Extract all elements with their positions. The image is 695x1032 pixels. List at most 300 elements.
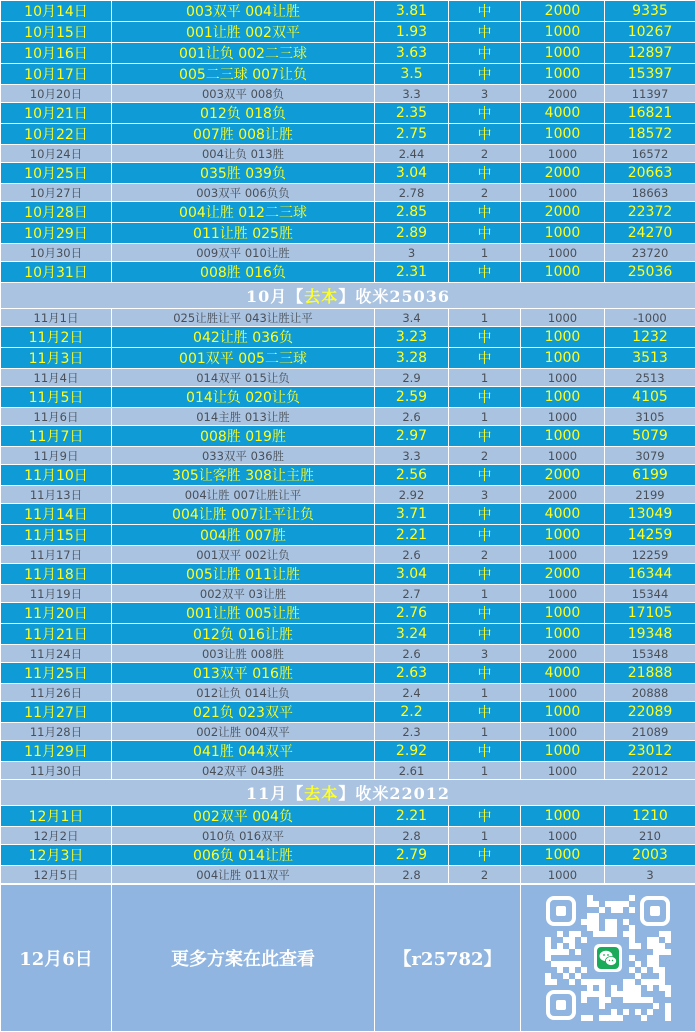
row-date: 11月30日 xyxy=(1,762,112,780)
row-odds: 2.3 xyxy=(375,723,449,741)
row-total: 16821 xyxy=(605,103,695,124)
table-row xyxy=(1,85,695,103)
row-total: 5079 xyxy=(605,426,695,447)
month-summary xyxy=(1,283,695,309)
row-stake: 1000 xyxy=(521,702,605,723)
row-total: 15348 xyxy=(605,645,695,663)
table-row xyxy=(1,546,695,564)
row-picks: 021负 023双平 xyxy=(112,702,375,723)
qr-code-cell[interactable] xyxy=(521,885,695,1032)
row-total: 2513 xyxy=(605,369,695,387)
row-date: 11月21日 xyxy=(1,624,112,645)
row-total: 22012 xyxy=(605,762,695,780)
table-row xyxy=(1,309,695,327)
footer-bar xyxy=(0,884,695,1032)
row-stake: 1000 xyxy=(521,244,605,262)
table-row xyxy=(1,202,695,223)
row-result: 中 xyxy=(449,327,521,348)
row-picks: 013双平 016胜 xyxy=(112,663,375,684)
row-total: 9335 xyxy=(605,1,695,22)
row-result: 中 xyxy=(449,426,521,447)
row-stake: 4000 xyxy=(521,504,605,525)
row-result: 3 xyxy=(449,85,521,103)
row-picks: 005二三球 007让负 xyxy=(112,64,375,85)
table-row xyxy=(1,43,695,64)
row-stake: 1000 xyxy=(521,762,605,780)
table-row xyxy=(1,525,695,546)
table-row xyxy=(1,223,695,244)
row-result: 中 xyxy=(449,845,521,866)
row-date: 12月3日 xyxy=(1,845,112,866)
month-summary-row xyxy=(1,780,695,806)
row-total: 22372 xyxy=(605,202,695,223)
row-odds: 3.04 xyxy=(375,564,449,585)
row-result: 中 xyxy=(449,43,521,64)
row-total: 18572 xyxy=(605,124,695,145)
row-result: 1 xyxy=(449,684,521,702)
row-stake: 1000 xyxy=(521,585,605,603)
row-result: 中 xyxy=(449,163,521,184)
footer-cta[interactable]: 更多方案在此查看 xyxy=(112,885,375,1032)
row-picks: 006负 014让胜 xyxy=(112,845,375,866)
row-odds: 1.93 xyxy=(375,22,449,43)
row-stake: 1000 xyxy=(521,348,605,369)
row-total: 3 xyxy=(605,866,695,884)
row-total: 23012 xyxy=(605,741,695,762)
row-total: 13049 xyxy=(605,504,695,525)
table-row xyxy=(1,426,695,447)
row-picks: 007胜 008让胜 xyxy=(112,124,375,145)
row-total: 4105 xyxy=(605,387,695,408)
row-result: 1 xyxy=(449,309,521,327)
row-odds: 3.04 xyxy=(375,163,449,184)
row-total: 17105 xyxy=(605,603,695,624)
row-odds: 2.89 xyxy=(375,223,449,244)
row-total: 25036 xyxy=(605,262,695,283)
footer-code: 【r25782】 xyxy=(375,885,521,1032)
table-row xyxy=(1,645,695,663)
row-date: 12月2日 xyxy=(1,827,112,845)
row-picks: 305让客胜 308让主胜 xyxy=(112,465,375,486)
row-odds: 2.92 xyxy=(375,741,449,762)
row-date: 11月14日 xyxy=(1,504,112,525)
row-date: 12月5日 xyxy=(1,866,112,884)
row-total: 16572 xyxy=(605,145,695,163)
row-date: 12月1日 xyxy=(1,806,112,827)
table-row xyxy=(1,244,695,262)
row-picks: 033双平 036胜 xyxy=(112,447,375,465)
row-picks: 014让负 020让负 xyxy=(112,387,375,408)
row-odds: 3.71 xyxy=(375,504,449,525)
row-picks: 001让胜 005让胜 xyxy=(112,603,375,624)
row-stake: 2000 xyxy=(521,202,605,223)
month-summary xyxy=(1,780,695,806)
row-date: 10月31日 xyxy=(1,262,112,283)
row-result: 中 xyxy=(449,223,521,244)
row-total: 24270 xyxy=(605,223,695,244)
table-row xyxy=(1,348,695,369)
row-odds: 3 xyxy=(375,244,449,262)
row-result: 中 xyxy=(449,1,521,22)
row-picks: 035胜 039负 xyxy=(112,163,375,184)
row-date: 11月19日 xyxy=(1,585,112,603)
row-date: 10月17日 xyxy=(1,64,112,85)
row-picks: 011让胜 025胜 xyxy=(112,223,375,244)
table-row xyxy=(1,702,695,723)
table-row xyxy=(1,723,695,741)
row-odds: 2.79 xyxy=(375,845,449,866)
row-total: 3079 xyxy=(605,447,695,465)
row-date: 11月1日 xyxy=(1,309,112,327)
row-picks: 014双平 015让负 xyxy=(112,369,375,387)
summary-post: 】收米25036 xyxy=(338,287,450,306)
row-date: 11月7日 xyxy=(1,426,112,447)
row-date: 11月24日 xyxy=(1,645,112,663)
row-result: 1 xyxy=(449,369,521,387)
qr-code[interactable] xyxy=(545,895,671,1021)
row-stake: 1000 xyxy=(521,845,605,866)
row-odds: 2.6 xyxy=(375,546,449,564)
row-result: 中 xyxy=(449,504,521,525)
row-stake: 1000 xyxy=(521,22,605,43)
row-odds: 2.9 xyxy=(375,369,449,387)
row-result: 中 xyxy=(449,348,521,369)
row-result: 2 xyxy=(449,447,521,465)
row-result: 中 xyxy=(449,64,521,85)
row-date: 10月27日 xyxy=(1,184,112,202)
row-picks: 004胜 007胜 xyxy=(112,525,375,546)
row-stake: 1000 xyxy=(521,624,605,645)
row-odds: 2.85 xyxy=(375,202,449,223)
row-total: 11397 xyxy=(605,85,695,103)
row-date: 10月21日 xyxy=(1,103,112,124)
row-picks: 008胜 016负 xyxy=(112,262,375,283)
row-date: 10月20日 xyxy=(1,85,112,103)
row-odds: 2.63 xyxy=(375,663,449,684)
row-odds: 2.92 xyxy=(375,486,449,504)
row-stake: 1000 xyxy=(521,684,605,702)
row-date: 10月28日 xyxy=(1,202,112,223)
row-odds: 3.5 xyxy=(375,64,449,85)
table-row xyxy=(1,585,695,603)
row-picks: 008胜 019胜 xyxy=(112,426,375,447)
table-row xyxy=(1,866,695,884)
row-result: 中 xyxy=(449,103,521,124)
row-total: 210 xyxy=(605,827,695,845)
row-odds: 2.21 xyxy=(375,525,449,546)
row-picks: 010负 016双平 xyxy=(112,827,375,845)
row-date: 11月25日 xyxy=(1,663,112,684)
row-result: 中 xyxy=(449,564,521,585)
row-total: 18663 xyxy=(605,184,695,202)
row-result: 中 xyxy=(449,624,521,645)
row-date: 10月15日 xyxy=(1,22,112,43)
row-date: 11月4日 xyxy=(1,369,112,387)
row-result: 中 xyxy=(449,741,521,762)
row-date: 11月29日 xyxy=(1,741,112,762)
row-total: 14259 xyxy=(605,525,695,546)
row-stake: 1000 xyxy=(521,184,605,202)
summary-accent: 去本 xyxy=(304,784,338,803)
row-date: 11月10日 xyxy=(1,465,112,486)
row-result: 1 xyxy=(449,244,521,262)
table-row xyxy=(1,827,695,845)
row-odds: 2.78 xyxy=(375,184,449,202)
row-result: 中 xyxy=(449,603,521,624)
row-odds: 2.6 xyxy=(375,408,449,426)
row-stake: 1000 xyxy=(521,741,605,762)
row-odds: 3.4 xyxy=(375,309,449,327)
row-total: 20888 xyxy=(605,684,695,702)
row-date: 11月20日 xyxy=(1,603,112,624)
table-row xyxy=(1,624,695,645)
row-total: 3513 xyxy=(605,348,695,369)
row-total: 2003 xyxy=(605,845,695,866)
row-stake: 4000 xyxy=(521,103,605,124)
row-odds: 3.3 xyxy=(375,447,449,465)
row-total: 12259 xyxy=(605,546,695,564)
row-stake: 2000 xyxy=(521,1,605,22)
row-date: 11月9日 xyxy=(1,447,112,465)
row-odds: 2.59 xyxy=(375,387,449,408)
row-odds: 2.21 xyxy=(375,806,449,827)
row-total: 1232 xyxy=(605,327,695,348)
row-total: 21089 xyxy=(605,723,695,741)
table-row xyxy=(1,663,695,684)
row-stake: 2000 xyxy=(521,645,605,663)
row-date: 10月29日 xyxy=(1,223,112,244)
row-total: 19348 xyxy=(605,624,695,645)
table-row xyxy=(1,408,695,426)
row-odds: 2.44 xyxy=(375,145,449,163)
row-stake: 2000 xyxy=(521,85,605,103)
table-row xyxy=(1,184,695,202)
table-row xyxy=(1,603,695,624)
row-picks: 004让胜 012二三球 xyxy=(112,202,375,223)
row-result: 中 xyxy=(449,663,521,684)
row-result: 中 xyxy=(449,202,521,223)
row-result: 1 xyxy=(449,585,521,603)
table-row xyxy=(1,369,695,387)
row-odds: 3.81 xyxy=(375,1,449,22)
row-date: 10月24日 xyxy=(1,145,112,163)
row-odds: 3.24 xyxy=(375,624,449,645)
row-result: 1 xyxy=(449,723,521,741)
row-date: 10月16日 xyxy=(1,43,112,64)
row-total: 15397 xyxy=(605,64,695,85)
table-row xyxy=(1,262,695,283)
row-odds: 2.2 xyxy=(375,702,449,723)
row-result: 中 xyxy=(449,525,521,546)
table-row xyxy=(1,684,695,702)
row-result: 2 xyxy=(449,184,521,202)
row-stake: 1000 xyxy=(521,827,605,845)
row-odds: 3.28 xyxy=(375,348,449,369)
row-stake: 1000 xyxy=(521,262,605,283)
table-row xyxy=(1,465,695,486)
table-row xyxy=(1,1,695,22)
table-row xyxy=(1,762,695,780)
row-stake: 1000 xyxy=(521,327,605,348)
row-picks: 004让胜 011双平 xyxy=(112,866,375,884)
row-odds: 2.76 xyxy=(375,603,449,624)
row-result: 3 xyxy=(449,486,521,504)
row-stake: 1000 xyxy=(521,723,605,741)
row-picks: 001双平 005二三球 xyxy=(112,348,375,369)
row-odds: 2.97 xyxy=(375,426,449,447)
row-date: 11月17日 xyxy=(1,546,112,564)
table-row xyxy=(1,163,695,184)
row-result: 1 xyxy=(449,762,521,780)
row-stake: 1000 xyxy=(521,124,605,145)
table-row xyxy=(1,741,695,762)
summary-pre: 10月【 xyxy=(246,287,304,306)
row-picks: 012负 016让胜 xyxy=(112,624,375,645)
row-picks: 003让胜 008胜 xyxy=(112,645,375,663)
row-result: 中 xyxy=(449,124,521,145)
row-picks: 002双平 004负 xyxy=(112,806,375,827)
row-result: 3 xyxy=(449,645,521,663)
row-total: 6199 xyxy=(605,465,695,486)
row-total: 21888 xyxy=(605,663,695,684)
summary-post: 】收米22012 xyxy=(338,784,450,803)
row-picks: 001让胜 002双平 xyxy=(112,22,375,43)
row-picks: 001双平 002让负 xyxy=(112,546,375,564)
row-total: 10267 xyxy=(605,22,695,43)
row-date: 11月26日 xyxy=(1,684,112,702)
row-result: 2 xyxy=(449,866,521,884)
row-stake: 1000 xyxy=(521,145,605,163)
row-odds: 2.4 xyxy=(375,684,449,702)
row-total: 3105 xyxy=(605,408,695,426)
row-odds: 3.3 xyxy=(375,85,449,103)
row-total: 22089 xyxy=(605,702,695,723)
row-stake: 1000 xyxy=(521,309,605,327)
row-result: 中 xyxy=(449,702,521,723)
row-result: 中 xyxy=(449,806,521,827)
footer-date: 12月6日 xyxy=(1,885,112,1032)
row-stake: 1000 xyxy=(521,426,605,447)
row-date: 11月27日 xyxy=(1,702,112,723)
row-picks: 009双平 010让胜 xyxy=(112,244,375,262)
row-date: 11月6日 xyxy=(1,408,112,426)
row-total: -1000 xyxy=(605,309,695,327)
table-row xyxy=(1,564,695,585)
row-result: 2 xyxy=(449,546,521,564)
table-row xyxy=(1,504,695,525)
row-date: 11月15日 xyxy=(1,525,112,546)
table-row xyxy=(1,387,695,408)
row-result: 1 xyxy=(449,827,521,845)
row-picks: 001让负 002二三球 xyxy=(112,43,375,64)
table-row xyxy=(1,124,695,145)
row-odds: 3.23 xyxy=(375,327,449,348)
row-total: 20663 xyxy=(605,163,695,184)
table-row xyxy=(1,103,695,124)
row-picks: 025让胜让平 043让胜让平 xyxy=(112,309,375,327)
row-stake: 1000 xyxy=(521,447,605,465)
table-row xyxy=(1,447,695,465)
summary-accent: 去本 xyxy=(304,287,338,306)
row-picks: 042双平 043胜 xyxy=(112,762,375,780)
row-odds: 2.35 xyxy=(375,103,449,124)
row-date: 11月28日 xyxy=(1,723,112,741)
row-date: 10月14日 xyxy=(1,1,112,22)
row-picks: 042让胜 036负 xyxy=(112,327,375,348)
row-stake: 2000 xyxy=(521,564,605,585)
table-row xyxy=(1,486,695,504)
row-picks: 003双平 004让胜 xyxy=(112,1,375,22)
row-date: 10月30日 xyxy=(1,244,112,262)
month-summary-row xyxy=(1,283,695,309)
row-total: 15344 xyxy=(605,585,695,603)
row-result: 中 xyxy=(449,22,521,43)
row-stake: 1000 xyxy=(521,369,605,387)
row-stake: 1000 xyxy=(521,546,605,564)
wechat-icon xyxy=(594,944,622,972)
row-total: 23720 xyxy=(605,244,695,262)
row-picks: 004让胜 007让平让负 xyxy=(112,504,375,525)
row-result: 中 xyxy=(449,387,521,408)
table-row xyxy=(1,845,695,866)
row-odds: 2.7 xyxy=(375,585,449,603)
row-picks: 003双平 006负负 xyxy=(112,184,375,202)
row-stake: 2000 xyxy=(521,163,605,184)
row-odds: 2.61 xyxy=(375,762,449,780)
row-result: 1 xyxy=(449,408,521,426)
row-picks: 004让胜 007让胜让平 xyxy=(112,486,375,504)
table-row xyxy=(1,145,695,163)
row-picks: 002让胜 004双平 xyxy=(112,723,375,741)
row-picks: 012负 018负 xyxy=(112,103,375,124)
row-odds: 3.63 xyxy=(375,43,449,64)
row-stake: 1000 xyxy=(521,64,605,85)
row-stake: 2000 xyxy=(521,486,605,504)
row-stake: 1000 xyxy=(521,806,605,827)
row-picks: 003双平 008负 xyxy=(112,85,375,103)
row-date: 11月3日 xyxy=(1,348,112,369)
row-stake: 2000 xyxy=(521,465,605,486)
row-date: 11月2日 xyxy=(1,327,112,348)
row-date: 11月5日 xyxy=(1,387,112,408)
row-picks: 004让负 013胜 xyxy=(112,145,375,163)
row-stake: 1000 xyxy=(521,408,605,426)
row-picks: 014主胜 013让胜 xyxy=(112,408,375,426)
row-odds: 2.8 xyxy=(375,827,449,845)
row-stake: 1000 xyxy=(521,387,605,408)
table-row xyxy=(1,327,695,348)
row-picks: 041胜 044双平 xyxy=(112,741,375,762)
row-result: 中 xyxy=(449,262,521,283)
row-stake: 1000 xyxy=(521,603,605,624)
row-stake: 4000 xyxy=(521,663,605,684)
row-total: 12897 xyxy=(605,43,695,64)
row-result: 2 xyxy=(449,145,521,163)
table-row xyxy=(1,64,695,85)
row-picks: 012让负 014让负 xyxy=(112,684,375,702)
row-odds: 2.6 xyxy=(375,645,449,663)
row-total: 1210 xyxy=(605,806,695,827)
row-total: 2199 xyxy=(605,486,695,504)
row-odds: 2.75 xyxy=(375,124,449,145)
row-stake: 1000 xyxy=(521,866,605,884)
table-row xyxy=(1,22,695,43)
row-date: 10月22日 xyxy=(1,124,112,145)
row-date: 10月25日 xyxy=(1,163,112,184)
row-odds: 2.31 xyxy=(375,262,449,283)
table-row xyxy=(1,806,695,827)
row-result: 中 xyxy=(449,465,521,486)
